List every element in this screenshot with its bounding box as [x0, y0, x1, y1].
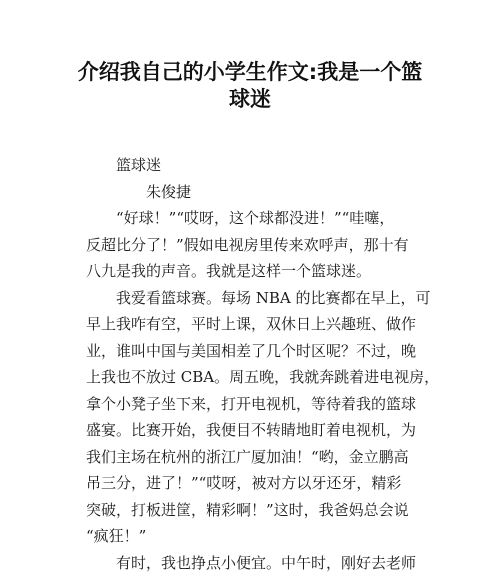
- article-author: 朱俊捷: [86, 179, 422, 206]
- paragraph: [86, 285, 422, 550]
- paragraph-line: 盛宴。比赛开始，我便目不转睛地盯着电视机，为: [86, 417, 422, 444]
- paragraph-line: 吊三分，进了！”“哎呀，被对方以牙还牙，精彩: [86, 470, 422, 497]
- article-subtitle: 篮球迷: [86, 152, 422, 179]
- paragraph-line: 有时，我也挣点小便宜。中午时，刚好去老师: [86, 550, 422, 576]
- paragraph-line: 拿个小凳子坐下来，打开电视机，等待着我的篮球: [86, 391, 422, 418]
- paragraph-line: 反超比分了！”假如电视房里传来欢呼声，那十有: [86, 232, 422, 259]
- paragraph: [86, 550, 422, 576]
- paragraph: [86, 205, 422, 285]
- title-line: 球迷: [70, 85, 430, 112]
- article-body: [86, 152, 422, 576]
- paragraph-line: 早上我咋有空，平时上课，双休日上兴趣班、做作: [86, 311, 422, 338]
- paragraph-line: 上我也不放过 CBA。周五晚，我就奔跳着进电视房，: [86, 364, 422, 391]
- paragraph-line: 我们主场在杭州的浙江广厦加油！“哟，金立鹏高: [86, 444, 422, 471]
- paragraph-line: 八九是我的声音。我就是这样一个篮球迷。: [86, 258, 422, 285]
- paragraph-line: “好球！”“哎呀，这个球都没进！”“哇噻，: [86, 205, 422, 232]
- paragraph-line: 业，谁叫中国与美国相差了几个时区呢？不过，晚: [86, 338, 422, 365]
- paragraph-line: “疯狂！”: [86, 523, 422, 550]
- page-title: [70, 58, 430, 111]
- paragraph-line: 突破，打板进筐，精彩啊！”这时，我爸妈总会说: [86, 497, 422, 524]
- title-line: 介绍我自己的小学生作文:我是一个篮: [70, 58, 430, 85]
- paragraph-line: 我爱看篮球赛。每场 NBA 的比赛都在早上，可: [86, 285, 422, 312]
